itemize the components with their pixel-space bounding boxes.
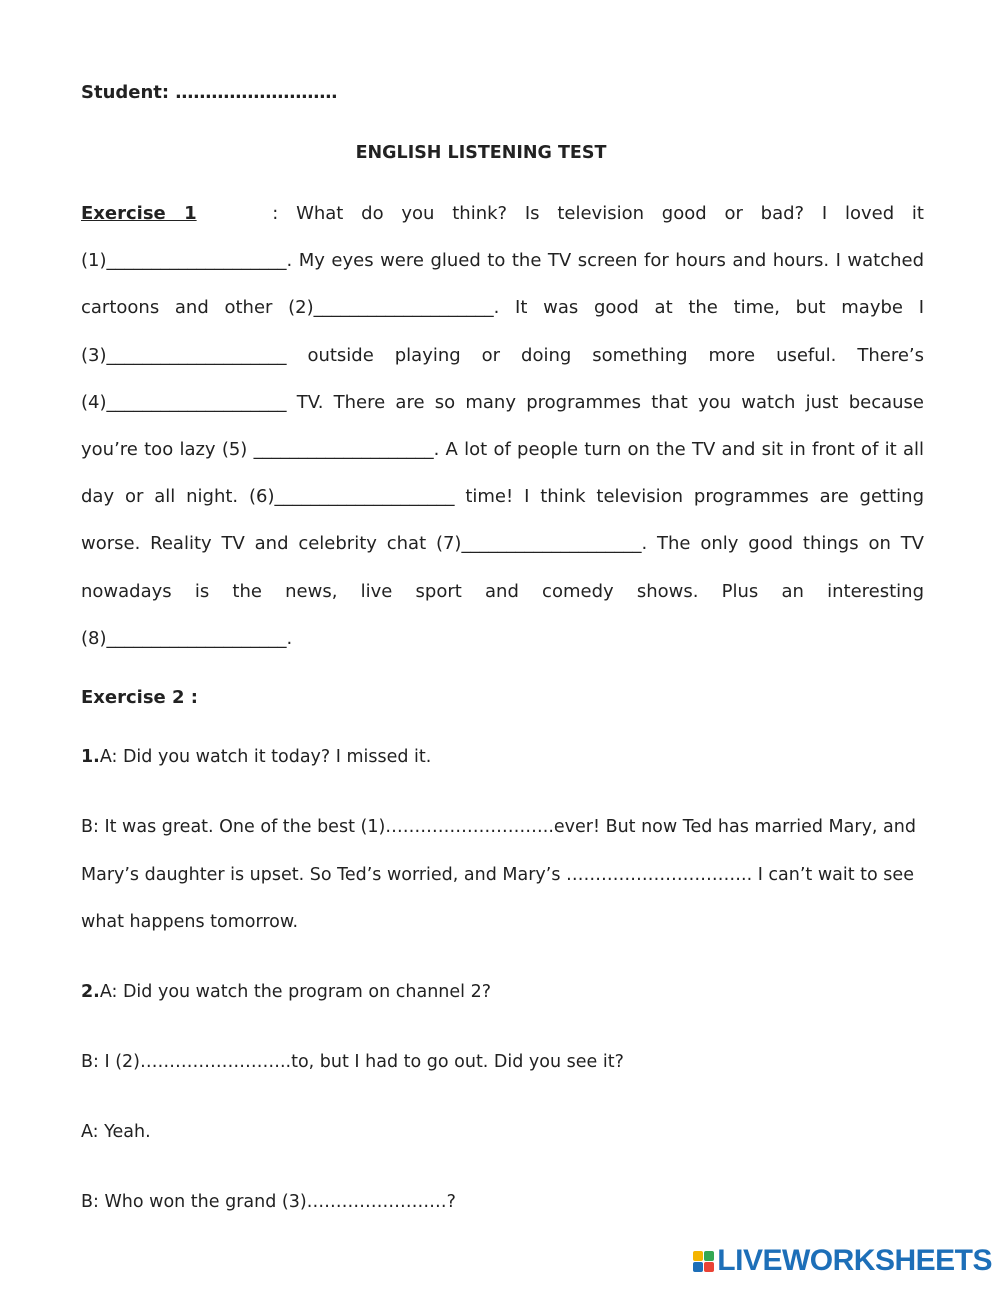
logo-square: [693, 1251, 703, 1261]
dialogue-2-line-b: B: I (2)……………………..to, but I had to go out. Did you see it?: [81, 1052, 624, 1072]
logo-square: [704, 1251, 714, 1261]
dialogue-text: A: Did you watch it today? I missed it.: [99, 747, 432, 767]
exercise-2-title: Exercise 2 :: [81, 687, 199, 708]
liveworksheets-logo: [693, 1244, 992, 1278]
dialogue-2-line-a: [81, 982, 491, 1002]
logo-text: LIVEWORKSHEETS: [717, 1244, 992, 1277]
dialogue-text: A: Did you watch the program on channel 2?: [99, 982, 491, 1002]
logo-square: [693, 1262, 703, 1272]
test-title: ENGLISH LISTENING TEST: [355, 143, 607, 163]
question-number-2: 2.: [81, 982, 100, 1002]
exercise-1-paragraph: [81, 190, 924, 662]
logo-square: [704, 1262, 714, 1272]
dialogue-1-line-b2: Mary’s daughter is upset. So Ted’s worried, and Mary’s ………………………….. I can’t wait to see: [81, 865, 914, 885]
dialogue-1-line-b3: what happens tomorrow.: [81, 912, 299, 932]
question-number-1: 1.: [81, 747, 100, 767]
exercise-1-text: : What do you think? Is television good or bad? I loved it (1)____________________. My eyes were glued to the TV screen for hours and hours. I watched cartoons and other (2)____________________. It was good at the time, but maybe I (3)____________________ outside playing or doing something more useful. There’s (4)____________________ TV. There are so many programmes that you watch just because you’re too lazy (5) ____________________. A lot of people turn on the TV and sit in front of it all day or all night. (6)____________________ time! I think television programmes are getting worse. Reality TV and celebrity chat (7)____________________. The only good things on TV nowadays is the news, live sport and comedy shows. Plus an interesting (8)____________________.: [81, 203, 924, 649]
dialogue-2-line-b2: B: Who won the grand (3)……………………?: [81, 1192, 456, 1212]
dialogue-1-line-a: [81, 747, 431, 767]
student-name-line: Student: ………………………: [81, 82, 338, 103]
dialogue-2-line-a2: A: Yeah.: [81, 1122, 151, 1142]
logo-icon: [693, 1251, 714, 1272]
exercise-1-title: Exercise 1: [81, 203, 197, 224]
dialogue-1-line-b1: B: It was great. One of the best (1)………………………..ever! But now Ted has married Mary, and: [81, 817, 916, 837]
